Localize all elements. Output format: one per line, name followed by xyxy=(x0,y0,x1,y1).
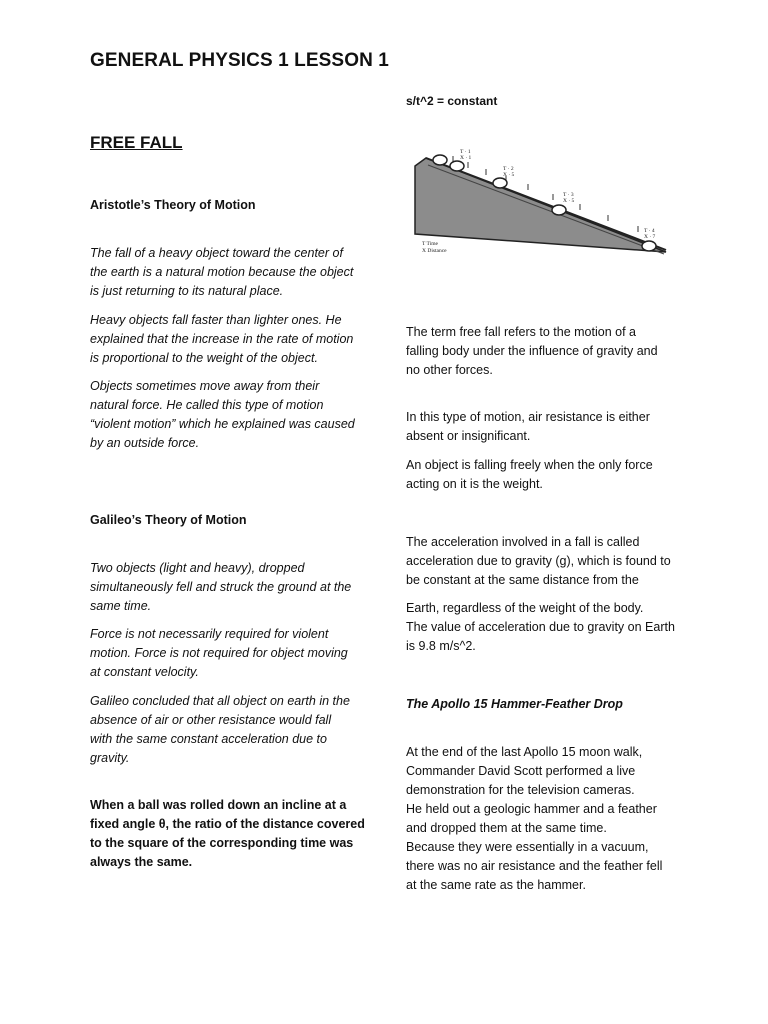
text-line: absence of air or other resistance would fall xyxy=(90,713,332,727)
text-line: At the end of the last Apollo 15 moon walk, xyxy=(406,745,643,759)
text-line: motion. Force is not required for object moving xyxy=(90,646,348,660)
ball-position-2 xyxy=(450,161,464,171)
text-line: The acceleration involved in a fall is called xyxy=(406,535,640,549)
ball-position-3 xyxy=(493,178,507,188)
text-line: at the same rate as the hammer. xyxy=(406,878,586,892)
page-title: GENERAL PHYSICS 1 LESSON 1 xyxy=(90,50,389,71)
gravity-paragraph-2 xyxy=(406,599,686,656)
text-line: The value of acceleration due to gravity on Earth xyxy=(406,620,675,634)
text-line: In this type of motion, air resistance is either xyxy=(406,410,650,424)
incline-wedge xyxy=(415,158,666,252)
free-fall-paragraph-2 xyxy=(406,408,686,446)
gravity-paragraph-1 xyxy=(406,533,686,590)
galileo-heading: Galileo’s Theory of Motion xyxy=(90,513,247,527)
text-line: Galileo concluded that all object on earth in the xyxy=(90,694,350,708)
text-line: with the same constant acceleration due to xyxy=(90,732,327,746)
text-line: simultaneously fell and struck the ground at the xyxy=(90,580,352,594)
label-t4: T · 4 xyxy=(644,228,655,234)
text-line: An object is falling freely when the only force xyxy=(406,458,653,472)
text-line: Two objects (light and heavy), dropped xyxy=(90,561,305,575)
aristotle-paragraph-1 xyxy=(90,244,370,301)
text-line: demonstration for the television cameras. xyxy=(406,783,635,797)
text-line: by an outside force. xyxy=(90,436,200,450)
text-line: always the same. xyxy=(90,855,193,869)
text-line: acceleration due to gravity (g), which is found to xyxy=(406,554,671,568)
text-line: gravity. xyxy=(90,751,130,765)
text-line: He held out a geologic hammer and a feather xyxy=(406,802,657,816)
incline-diagram xyxy=(408,140,670,260)
text-line: fixed angle θ, the ratio of the distance covered xyxy=(90,817,365,831)
incline-figure xyxy=(408,140,670,260)
text-line: is proportional to the weight of the object. xyxy=(90,351,318,365)
free-fall-paragraph-1 xyxy=(406,323,686,380)
text-line: is just returning to its natural place. xyxy=(90,284,284,298)
text-line: Heavy objects fall faster than lighter ones. He xyxy=(90,313,342,327)
galileo-paragraph-3 xyxy=(90,692,370,768)
text-line: and dropped them at the same time. xyxy=(406,821,607,835)
apollo-heading: The Apollo 15 Hammer-Feather Drop xyxy=(406,697,623,711)
text-line: The fall of a heavy object toward the center of xyxy=(90,246,343,260)
text-line: falling body under the influence of gravity and xyxy=(406,344,658,358)
aristotle-paragraph-3 xyxy=(90,377,370,453)
text-line: natural force. He called this type of motion xyxy=(90,398,324,412)
text-line: When a ball was rolled down an incline at a xyxy=(90,798,347,812)
text-line: same time. xyxy=(90,599,152,613)
ball-position-4 xyxy=(552,205,566,215)
legend-distance: X Distance xyxy=(422,248,447,254)
text-line: at constant velocity. xyxy=(90,665,199,679)
label-x2: X · 5 xyxy=(503,172,515,178)
text-line: acting on it is the weight. xyxy=(406,477,543,491)
text-line: no other forces. xyxy=(406,363,493,377)
aristotle-paragraph-2 xyxy=(90,311,370,368)
label-t2: T · 2 xyxy=(503,166,514,172)
text-line: absent or insignificant. xyxy=(406,429,531,443)
galileo-paragraph-2 xyxy=(90,625,370,682)
apollo-paragraph xyxy=(406,743,686,895)
text-line: to the square of the corresponding time was xyxy=(90,836,354,850)
galileo-paragraph-4 xyxy=(90,796,370,872)
label-x1: X · 1 xyxy=(460,155,472,161)
label-t3: T · 3 xyxy=(563,192,574,198)
text-line: Commander David Scott performed a live xyxy=(406,764,636,778)
text-line: be constant at the same distance from the xyxy=(406,573,639,587)
text-line: Force is not necessarily required for violent xyxy=(90,627,329,641)
label-x4: X · 7 xyxy=(644,234,656,240)
ball-position-1 xyxy=(433,155,447,165)
text-line: explained that the increase in the rate of motion xyxy=(90,332,354,346)
text-line: is 9.8 m/s^2. xyxy=(406,639,476,653)
text-line: Because they were essentially in a vacuum, xyxy=(406,840,649,854)
text-line: Objects sometimes move away from their xyxy=(90,379,320,393)
aristotle-heading: Aristotle’s Theory of Motion xyxy=(90,198,256,212)
text-line: the earth is a natural motion because the object xyxy=(90,265,354,279)
legend-time: T Time xyxy=(422,241,438,247)
text-line: The term free fall refers to the motion of a xyxy=(406,325,636,339)
text-line: there was no air resistance and the feather fell xyxy=(406,859,663,873)
section-title: FREE FALL xyxy=(90,133,183,152)
text-line: “violent motion” which he explained was caused xyxy=(90,417,355,431)
galileo-paragraph-1 xyxy=(90,559,370,616)
formula: s/t^2 = constant xyxy=(406,94,498,108)
label-t1: T · 1 xyxy=(460,149,471,155)
label-x3: X · 5 xyxy=(563,198,575,204)
ball-position-5 xyxy=(642,241,656,251)
free-fall-paragraph-3 xyxy=(406,456,686,494)
text-line: Earth, regardless of the weight of the body. xyxy=(406,601,644,615)
